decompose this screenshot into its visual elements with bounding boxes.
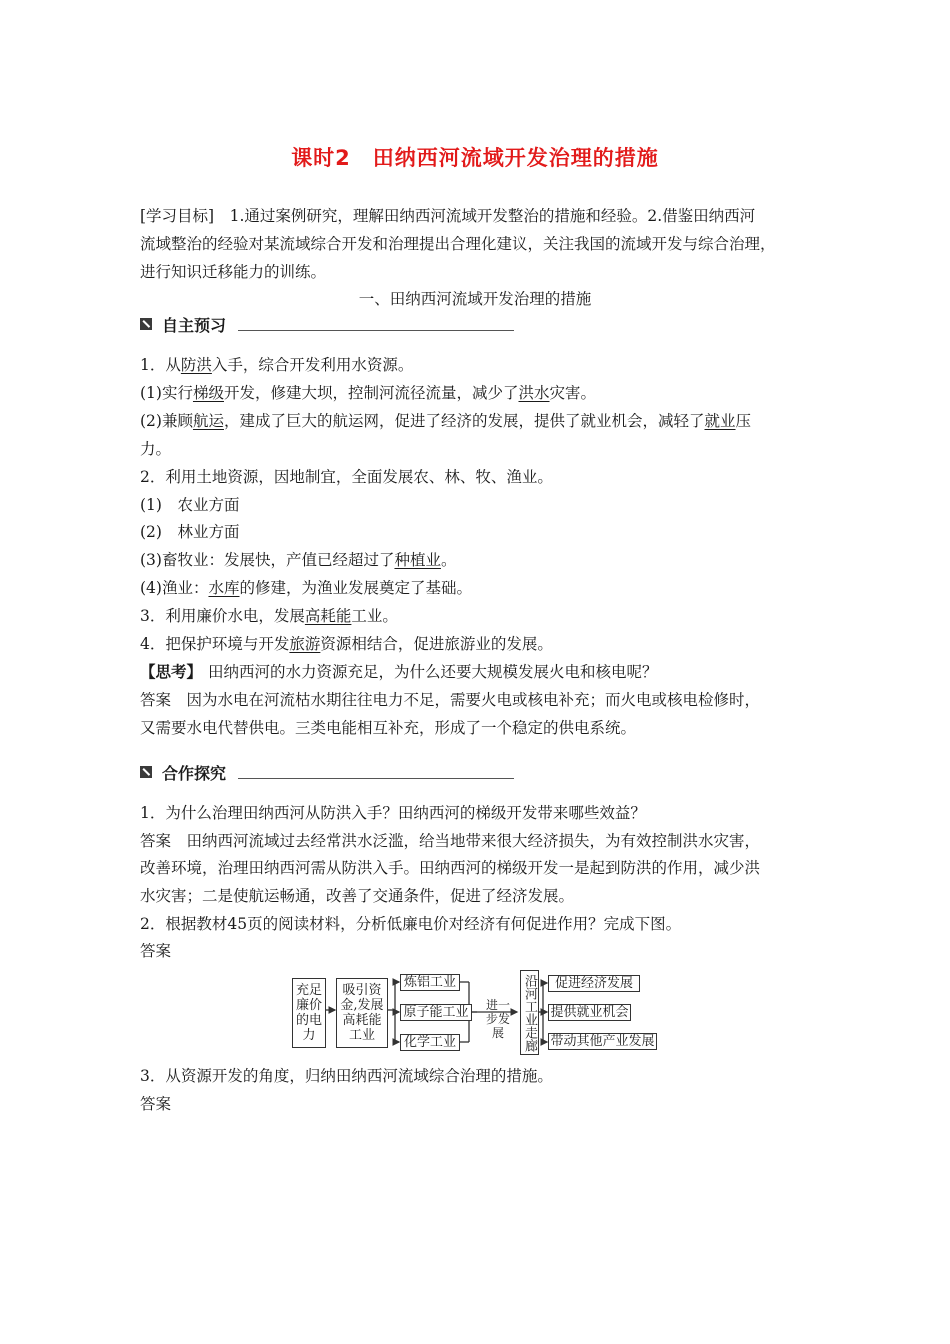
preview-item-3: 3．利用廉价水电，发展高耗能工业。: [140, 607, 398, 625]
section-marker-icon: [140, 318, 152, 330]
part-heading: 一、田纳西河流域开发治理的措施: [358, 290, 592, 308]
diagram-box-nuclear-industry: 原子能工业: [400, 1004, 472, 1021]
flow-diagram: [291, 970, 661, 1056]
think-question: 【思考】 田纳西河的水力资源充足，为什么还要大规模发展火电和核电呢？: [140, 663, 658, 681]
objectives-line-3: 进行知识迁移能力的训练。: [140, 263, 327, 281]
diagram-box-aluminum-industry: 炼铝工业: [400, 974, 460, 991]
preview-item-1-2: (2)兼顾航运，建成了巨大的航运网，促进了经济的发展，提供了就业机会，减轻了就业压: [140, 412, 752, 430]
answer-blank: 高耗能: [304, 607, 352, 625]
think-answer-line-2: 又需要水电代替供电。三类电能相互补充，形成了一个稳定的供电系统。: [140, 719, 637, 737]
section-marker-icon: [140, 766, 152, 778]
diagram-box-chemical-industry: 化学工业: [400, 1034, 460, 1051]
answer-blank: 洪水: [518, 384, 550, 402]
objectives-line-2: 流域整治的经验对某流域综合开发和治理提出合理化建议，关注我国的流域开发与综合治理，: [140, 235, 776, 253]
section-rule: [238, 330, 514, 331]
explore-answer-1-line-2: 改善环境，治理田纳西河需从防洪入手。田纳西河的梯级开发一是起到防洪的作用，减少洪: [140, 859, 761, 877]
explore-answer-3-label: 答案: [140, 1095, 172, 1113]
explore-answer-1-line-1: 答案 田纳西河流域过去经常洪水泛滥，给当地带来很大经济损失，为有效控制洪水灾害，: [140, 832, 761, 850]
think-answer-line-1: 答案 因为水电在河流枯水期往往电力不足，需要火电或核电补充；而火电或核电检修时，: [140, 691, 761, 709]
preview-item-2-2: (2) 林业方面: [140, 523, 240, 541]
answer-blank: 航运: [192, 412, 224, 430]
diagram-box-cheap-power: 充足廉价的电力: [292, 978, 326, 1048]
preview-item-2-4: (4)渔业：水库的修建，为渔业发展奠定了基础。: [140, 579, 472, 597]
preview-item-2: 2．利用土地资源，因地制宜，全面发展农、林、牧、渔业。: [140, 468, 553, 486]
section-rule: [238, 778, 514, 779]
diagram-arrow-label: 进一步发展: [485, 998, 510, 1040]
answer-blank: 种植业: [394, 551, 441, 569]
objectives-line-1: [学习目标] 1.通过案例研究，理解田纳西河流域开发整治的措施和经验。2.借鉴田纳西河: [140, 207, 756, 225]
preview-item-1-1: (1)实行梯级开发，修建大坝，控制河流径流量，减少了洪水灾害。: [140, 384, 597, 402]
diagram-box-promote-economy: 促进经济发展: [548, 975, 640, 992]
explore-question-3: 3．从资源开发的角度，归纳田纳西河流域综合治理的措施。: [140, 1067, 553, 1085]
explore-question-1: 1．为什么治理田纳西河从防洪入手？田纳西河的梯级开发带来哪些效益？: [140, 804, 646, 822]
diagram-box-provide-jobs: 提供就业机会: [548, 1004, 631, 1021]
section-label: 合作探究: [162, 763, 227, 783]
section-header-explore: [140, 761, 514, 783]
section-header-preview: [140, 313, 514, 335]
preview-item-1: 1．从防洪入手，综合开发利用水资源。: [140, 356, 414, 374]
explore-question-2: 2．根据教材45页的阅读材料，分析低廉电价对经济有何促进作用？完成下图。: [140, 915, 682, 933]
answer-blank: 旅游: [289, 635, 321, 653]
think-label: 【思考】: [140, 663, 203, 681]
diagram-box-attract-capital: 吸引资金,发展高耗能工业: [336, 978, 388, 1048]
page-title: 课时2 田纳西河流域开发治理的措施: [291, 146, 659, 170]
preview-item-2-1: (1) 农业方面: [140, 496, 240, 514]
explore-answer-1-line-3: 水灾害；二是使航运畅通，改善了交通条件，促进了经济发展。: [140, 887, 575, 905]
answer-blank: 水库: [208, 579, 240, 597]
preview-item-4: 4．把保护环境与开发旅游资源相结合，促进旅游业的发展。: [140, 635, 553, 653]
answer-blank: 防洪: [180, 356, 212, 374]
diagram-box-other-industries: 带动其他产业发展: [548, 1033, 657, 1050]
preview-item-1-2-cont: 力。: [140, 440, 172, 458]
diagram-box-industrial-corridor: 沿河工业走廊: [520, 970, 539, 1055]
answer-blank: 就业: [704, 412, 736, 430]
explore-answer-2-label: 答案: [140, 942, 172, 960]
preview-item-2-3: (3)畜牧业：发展快，产值已经超过了种植业。: [140, 551, 457, 569]
answer-blank: 梯级: [192, 384, 224, 402]
section-label: 自主预习: [162, 315, 227, 335]
